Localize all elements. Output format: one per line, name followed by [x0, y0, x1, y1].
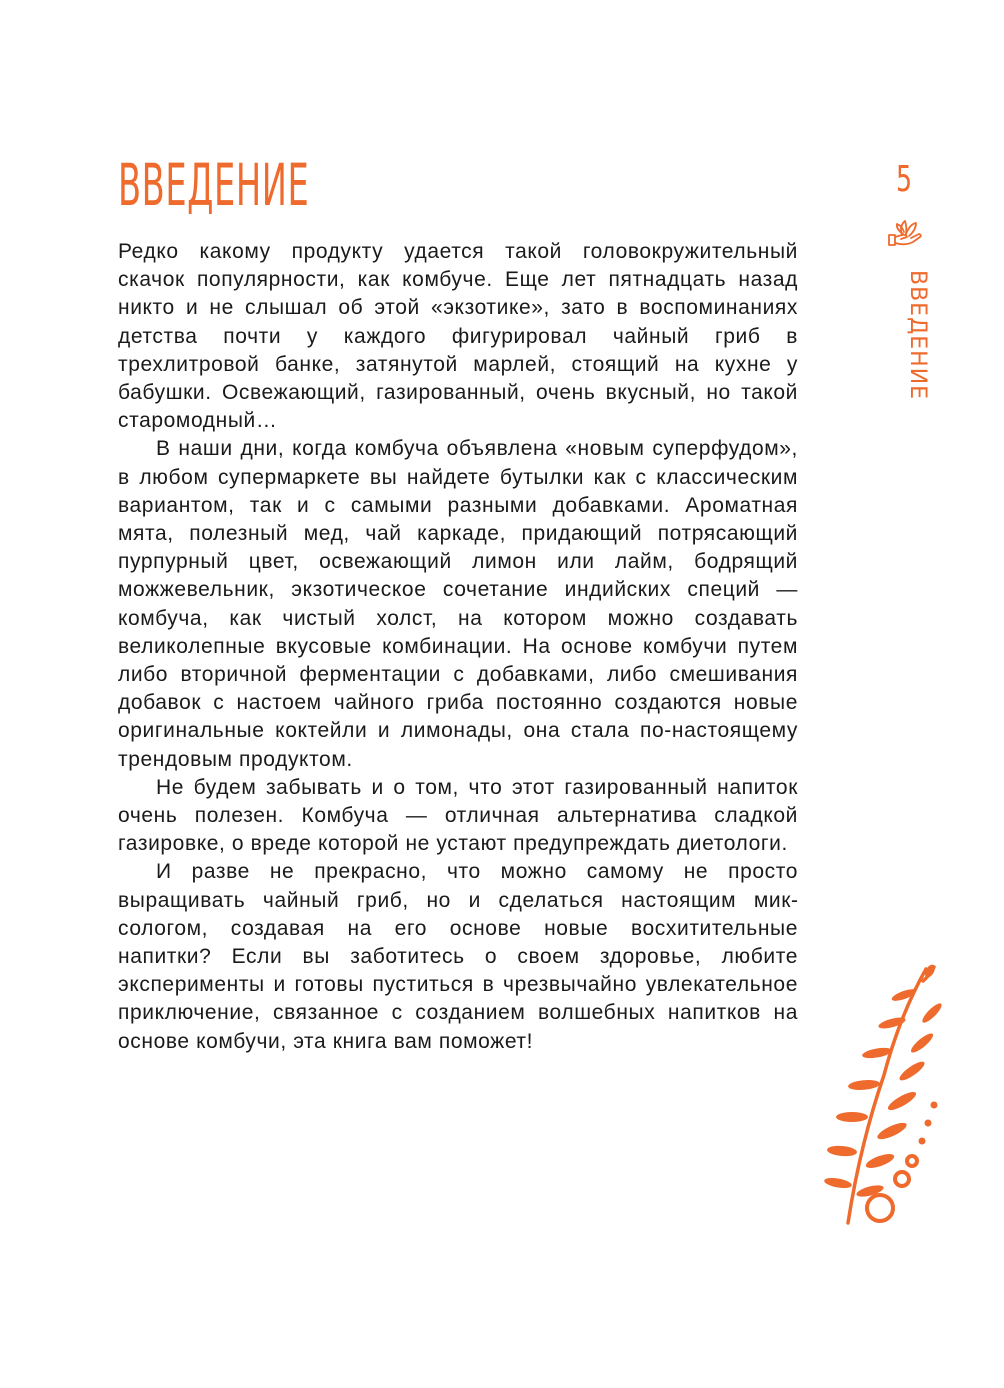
- page-number: 5: [895, 159, 913, 200]
- body-text: [118, 238, 798, 1056]
- lotus-hand-icon: [885, 215, 925, 255]
- paragraph: Не будем забывать и о том, что этот газированный напиток очень полезен. Комбуча — отличная альтернатива сладкой газировке, о вреде которой не устают предупреждать диетологи.: [118, 775, 798, 856]
- paragraph: И разве не прекрасно, что можно самому не просто выращивать чайный гриб, но и сделаться настоящим миксологом, создавая на его основе новые восхитительные напитки? Если вы заботитесь о своем здоровье, любите эксперименты и готовы пуститься в чрезвычайно увлекательное приключение, связанное с созданием волшебных напитков на основе комбучи, эта книга вам поможет!: [118, 860, 798, 1053]
- chapter-title: ВВЕДЕНИЕ: [118, 151, 310, 219]
- leafy-branch-icon: [822, 955, 962, 1240]
- running-head: ВВЕДЕНИЕ: [905, 270, 930, 401]
- paragraph: Редко какому продукту удается такой головокружительный скачок популярности, как комбуче. Еще лет пятнадцать назад никто и не слышал об этой «экзотике», зато в воспоминаниях детства почти у каждого фигурировал чайный гриб в трехлитровой банке, затянутой марлей, стоящий на кухне у бабушки. Освежающий, газированный, очень вкусный, но такой старомодный…: [118, 240, 798, 433]
- paragraph: В наши дни, когда комбуча объявлена «новым суперфудом», в любом супермаркете вы найдете бутылки как с классическим вариантом, так и с самыми разными добавками. Ароматная мята, полезный мед, чай каркаде, придающий потрясающий пурпурный цвет, освежающий лимон или лайм, бодрящий можжевельник, экзотическое сочетание индийских специй — комбуча, как чистый холст, на котором можно создавать великолепные вкусовые комбинации. На основе комбучи путем либо вторичной ферментации с добавками, либо смешивания добавок с настоем чайного гриба постоянно создаются новые оригинальные коктейли и лимонады, она стала по-настоящему трендовым продуктом.: [118, 437, 798, 771]
